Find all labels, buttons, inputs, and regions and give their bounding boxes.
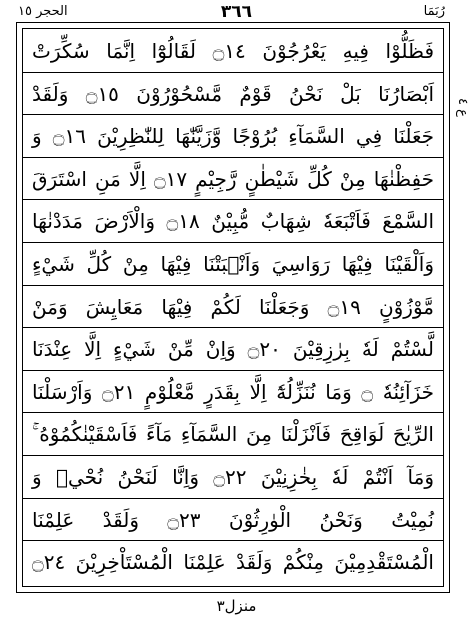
verse-line: لَّسْتُمْ لَهٗ بِرٰزِقِيْنَ ۝٢٠ وَاِنْ مِّنْ شَيْءٍ اِلَّا عِنْدَنَا: [22, 328, 444, 371]
page-number: ٣٦٦: [220, 2, 253, 22]
verse-line: جَعَلْنَا فِي السَّمَآءِ بُرُوْجًا وَّزَيَّنّٰهَا لِلنّٰظِرِيْنَ ۝١٦ وَ: [22, 115, 444, 158]
verse-line: خَزَآئِنُهٗ ۝ وَمَا نُنَزِّلُهٗٓ اِلَّا بِقَدَرٍ مَّعْلُوْمٍ ۝٢١ وَاَرْسَلْنَا: [22, 371, 444, 414]
verse-line: وَاَلْقَيْنَا فِيْهَا رَوَاسِيَ وَاَنْۢبَتْنَا فِيْهَا مِنْ كُلِّ شَيْءٍ: [22, 243, 444, 286]
page-header: [0, 0, 473, 22]
ruku-marker: ع ٤: [455, 97, 470, 117]
verse-line: وَمَآ اَنْتُمْ لَهٗ بِخٰزِنِيْنَ ۝٢٢ وَاِنَّا لَنَحْنُ نُحْيٖ وَ: [22, 456, 444, 499]
verse-line: السَّمْعَ فَاَتْبَعَهٗ شِهَابٌ مُّبِيْنٌ ۝١٨ وَالْاَرْضَ مَدَدْنٰهَا: [22, 200, 444, 243]
verse-line: فَظَلُّوْا فِيهِ يَعْرُجُوْنَ ۝١٤ لَقَالُوْٓا اِنَّمَا سُكِّرَتْ: [22, 30, 444, 73]
verse-line: نُمِيْتُ وَنَحْنُ الْوٰرِثُوْنَ ۝٢٣ وَلَقَدْ عَلِمْنَا: [22, 499, 444, 542]
verse-line: الرِّيٰحَ لَوَاقِحَ فَاَنْزَلْنَا مِنَ السَّمَآءِ مَآءً فَاَسْقَيْنٰكُمُوْهُ ۚ: [22, 413, 444, 456]
surah-name: الحجر ١٥: [18, 4, 68, 19]
verse-line: مَّوْزُوْنٍ ۝١٩ وَجَعَلْنَا لَكُمْ فِيْهَا مَعَايِشَ وَمَنْ: [22, 286, 444, 329]
verse-line: اَبْصَارُنَا بَلْ نَحْنُ قَوْمٌ مَّسْحُوْرُوْنَ ۝١٥ وَلَقَدْ: [22, 73, 444, 116]
manzil-footer: منزل٣: [216, 597, 257, 615]
verse-line: الْمُسْتَقْدِمِيْنَ مِنْكُمْ وَلَقَدْ عَلِمْنَا الْمُسْتَاْخِرِيْنَ ۝٢٤: [32, 550, 434, 575]
juz-name: رُبَمَا: [423, 4, 445, 19]
verse-line: حَفِظْنٰهَا مِنْ كُلِّ شَيْطٰنٍ رَّجِيْمٍ ۝١٧ اِلَّا مَنِ اسْتَرَقَ: [22, 158, 444, 201]
